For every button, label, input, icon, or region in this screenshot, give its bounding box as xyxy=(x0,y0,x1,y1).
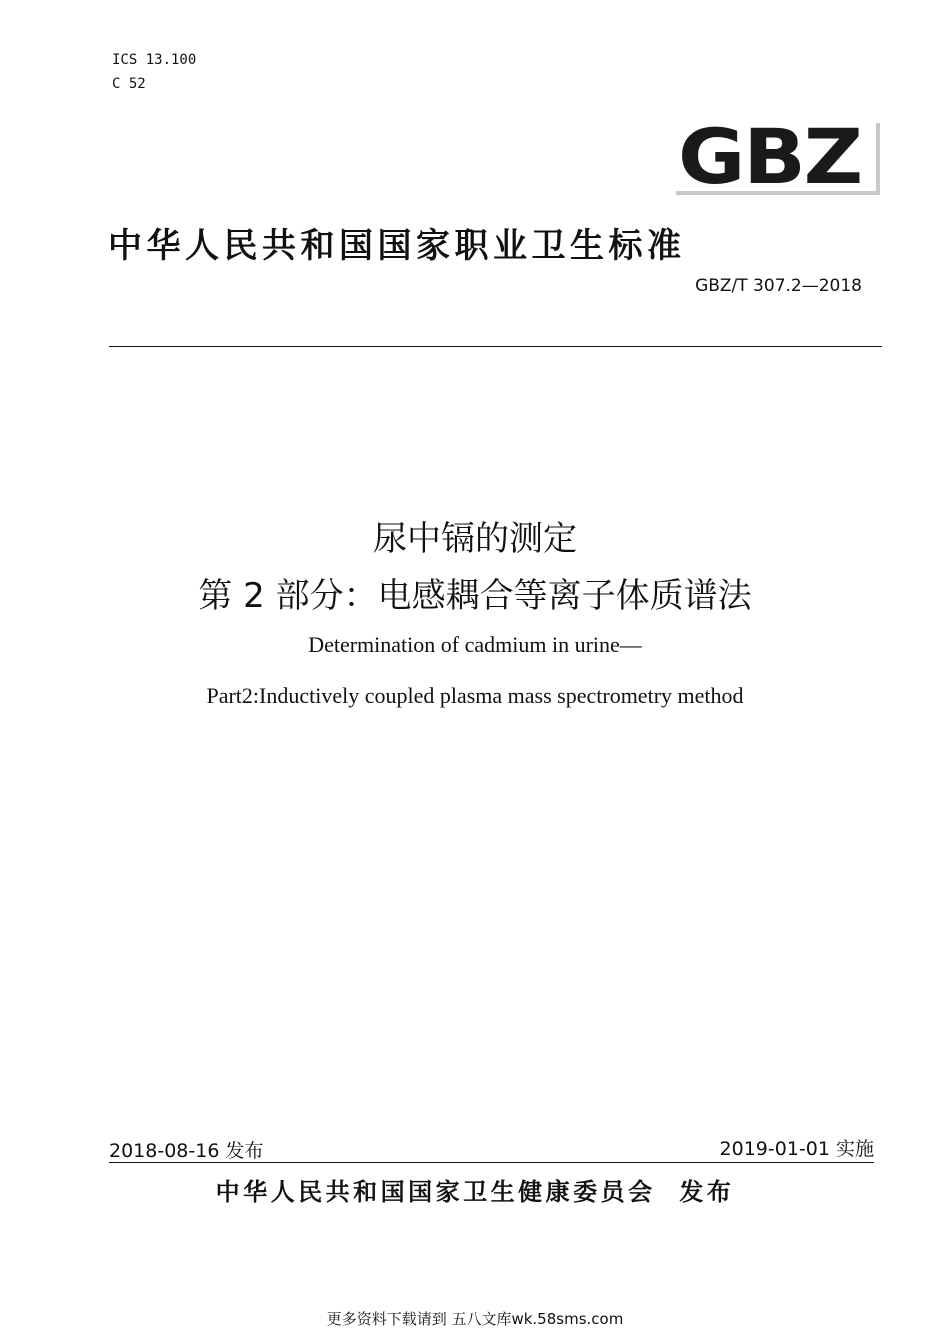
footer-divider xyxy=(109,1162,874,1163)
header-divider xyxy=(109,346,882,347)
issue-date: 2018-08-16 发布 xyxy=(109,1140,264,1162)
cn-title-line-1: 尿中镉的测定 xyxy=(373,519,577,559)
gbz-logo xyxy=(676,123,880,195)
publisher: 中华人民共和国国家卫生健康委员会 发布 xyxy=(215,1178,735,1206)
standard-title: 中华人民共和国国家职业卫生标准 xyxy=(108,226,686,266)
classification-codes xyxy=(112,48,196,96)
implementation-date: 2019-01-01 实施 xyxy=(719,1138,874,1160)
download-note: 更多资料下载请到 五八文库wk.58sms.com xyxy=(326,1310,624,1328)
cn-title-line-2: 第 2 部分：电感耦合等离子体质谱法 xyxy=(198,576,752,616)
standard-number: GBZ/T 307.2—2018 xyxy=(695,276,862,296)
en-title-line-1: Determination of cadmium in urine— xyxy=(308,632,642,657)
en-title-line-2: Part2:Inductively coupled plasma mass spectrometry method xyxy=(206,683,744,708)
ccs-code: C 52 xyxy=(112,76,146,92)
ics-code: ICS 13.100 xyxy=(112,52,197,68)
gbz-logo-text: GBZ xyxy=(678,123,861,195)
